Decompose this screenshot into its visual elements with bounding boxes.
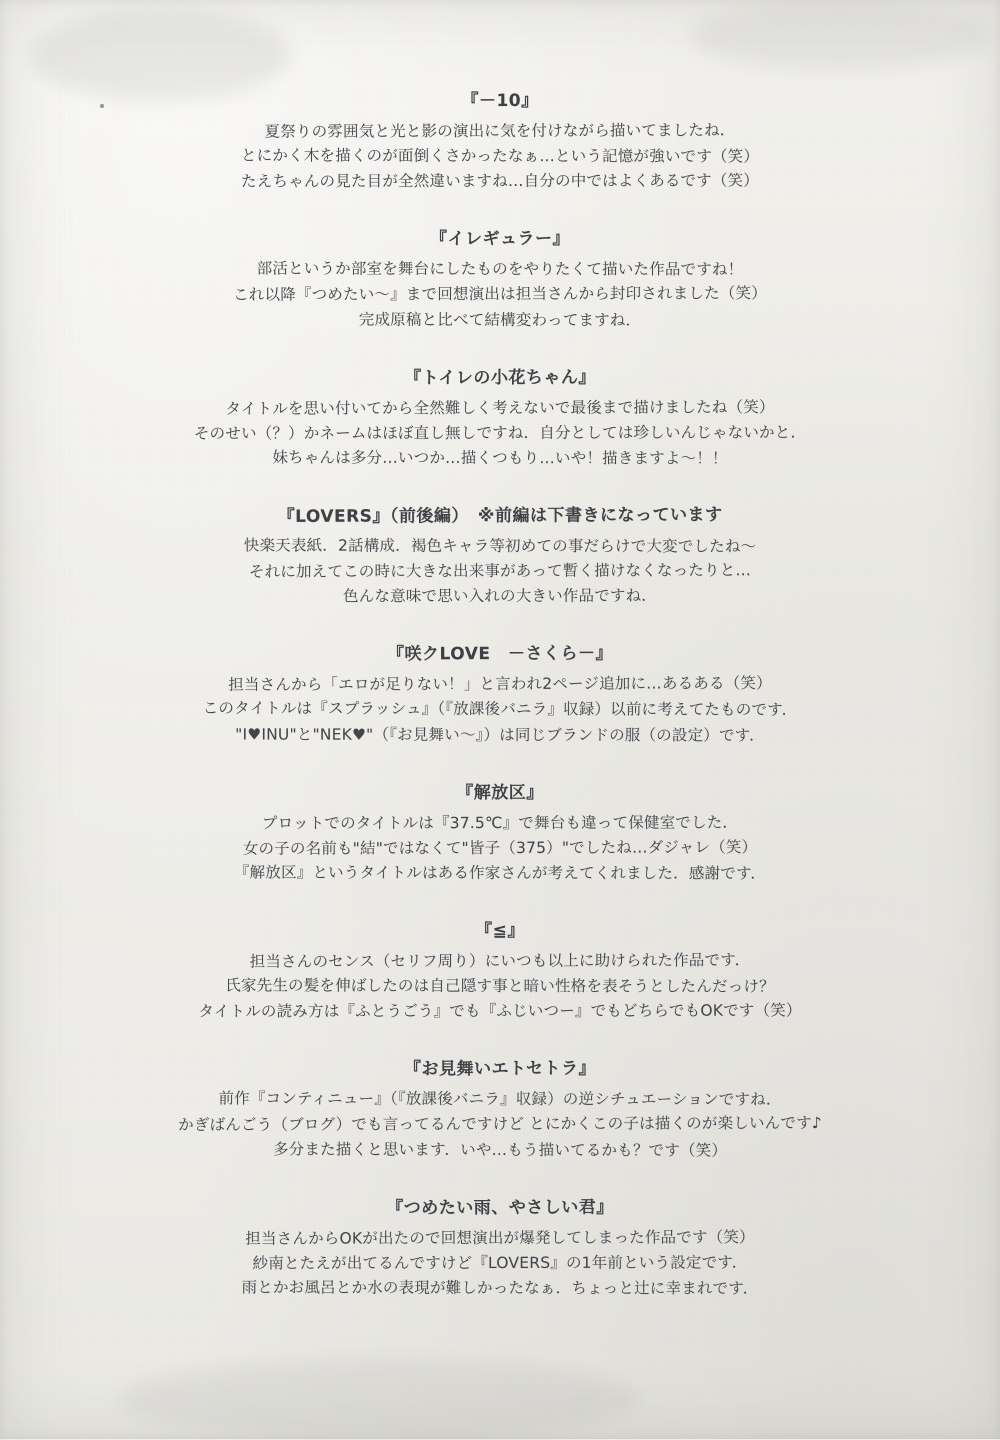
section-line: かぎばんごう（ブログ）でも言ってるんですけど とにかくこの子は描くのが楽しいんです♪ xyxy=(178,1114,822,1135)
section-line: 多分また描くと思います．いや…もう描いてるかも？です（笑） xyxy=(272,1139,728,1160)
section-lovers xyxy=(92,501,908,609)
section-line: 担当さんから「エロが足りない！」と言われ2ページ追加に…あるある（笑） xyxy=(228,674,772,695)
section-tsumetai-ame xyxy=(92,1193,908,1301)
section-toilet-no-kohana-chan xyxy=(92,363,908,471)
section-line: 女の子の名前も"結"ではなくて"皆子（375）"でしたね…ダジャレ（笑） xyxy=(242,837,758,858)
section-line: これ以降『つめたい〜』まで回想演出は担当さんから封印されました（笑） xyxy=(233,284,767,305)
section-line: タイトルの読み方は『ふとうごう』でも『ふじいつー』でもどちらでもOKです（笑） xyxy=(198,1001,802,1021)
section-saku-love-sakura xyxy=(92,639,908,747)
section-line: 雨とかお風呂とか水の表現が難しかったなぁ．ちょっと辻に幸まれです． xyxy=(241,1278,759,1298)
section-title: 『お見舞いエトセトラ』 xyxy=(403,1058,597,1080)
section-line: 部活というか部室を舞台にしたものをやりたくて描いた作品ですね！ xyxy=(256,259,744,279)
section-line: タイトルを思い付いてから全然難しく考えないで最後まで描けましたね（笑） xyxy=(225,397,775,418)
section-line: 担当さんのセンス（セリフ周り）にいつも以上に助けられた作品です． xyxy=(249,951,751,971)
section-title: 『咲クLOVE －さくら－』 xyxy=(386,643,614,665)
section-title: 『－10』 xyxy=(461,90,539,112)
section-line: 『解放区』というタイトルはある作家さんが考えてくれました．感謝です． xyxy=(233,863,767,883)
section-irregular xyxy=(92,224,908,332)
section-line: そのせい（？）かネームはほぼ直し無しですね．自分としては珍しいんじゃないかと． xyxy=(193,423,807,443)
section-futougou xyxy=(92,916,908,1024)
section-line: とにかく木を描くのが面倒くさかったなぁ…という記憶が強いです（笑） xyxy=(240,146,760,166)
section-line: 氏家先生の髪を伸ばしたのは自己隠す事と暗い性格を表そうとしたんだっけ？ xyxy=(225,976,775,996)
section-minus-10 xyxy=(92,86,908,194)
section-title: 『イレギュラー』 xyxy=(429,229,571,250)
section-line: それに加えてこの時に大きな出来事があって暫く描けなくなったりと… xyxy=(248,561,752,581)
section-omimai-etcetera xyxy=(92,1054,908,1162)
section-line: このタイトルは『スプラッシュ』（『放課後バニラ』収録）以前に考えてたものです． xyxy=(202,699,798,720)
section-line: 夏祭りの雰囲気と光と影の演出に気を付けながら描いてましたね． xyxy=(264,121,736,141)
section-title: 『トイレの小花ちゃん』 xyxy=(404,367,596,389)
section-title: 『≦』 xyxy=(475,920,525,942)
section-line: プロットでのタイトルは『37.5℃』で舞台も違って保健室でした． xyxy=(261,813,739,833)
section-line: "I♥INU"と"NEK♥"（『お見舞い〜』）は同じブランドの服（の設定）です． xyxy=(235,724,765,745)
section-title: 『つめたい雨、やさしい君』 xyxy=(386,1197,614,1219)
section-line: 前作『コンティニュー』（『放課後バニラ』収録）の逆シチュエーションですね． xyxy=(218,1089,782,1109)
section-line: 紗南とたえが出てるんですけど『LOVERS』の1年前という設定です． xyxy=(252,1253,748,1273)
ink-dot-mark xyxy=(100,104,104,108)
section-line: 完成原稿と比べて結構変わってますね． xyxy=(358,310,642,329)
section-line: 色んな意味で思い入れの大きい作品ですね． xyxy=(342,586,658,606)
section-kaihouku xyxy=(92,778,908,886)
section-line: 快楽天表紙．2話構成．褐色キャラ等初めての事だらけで大変でしたね〜 xyxy=(243,536,757,556)
section-line: 担当さんからOKが出たので回想演出が爆発してしまった作品です（笑） xyxy=(245,1227,755,1248)
section-title: 『解放区』 xyxy=(456,782,544,803)
paper-smudge-bottom xyxy=(120,1360,640,1440)
section-line: 妹ちゃんは多分…いつか…描くつもり…いや！描きますよ〜！！ xyxy=(272,448,728,468)
section-line: たえちゃんの見た目が全然違いますね…自分の中ではよくあるです（笑） xyxy=(240,171,759,191)
section-title: 『LOVERS』（前後編） ※前編は下書きになっています xyxy=(277,505,723,527)
